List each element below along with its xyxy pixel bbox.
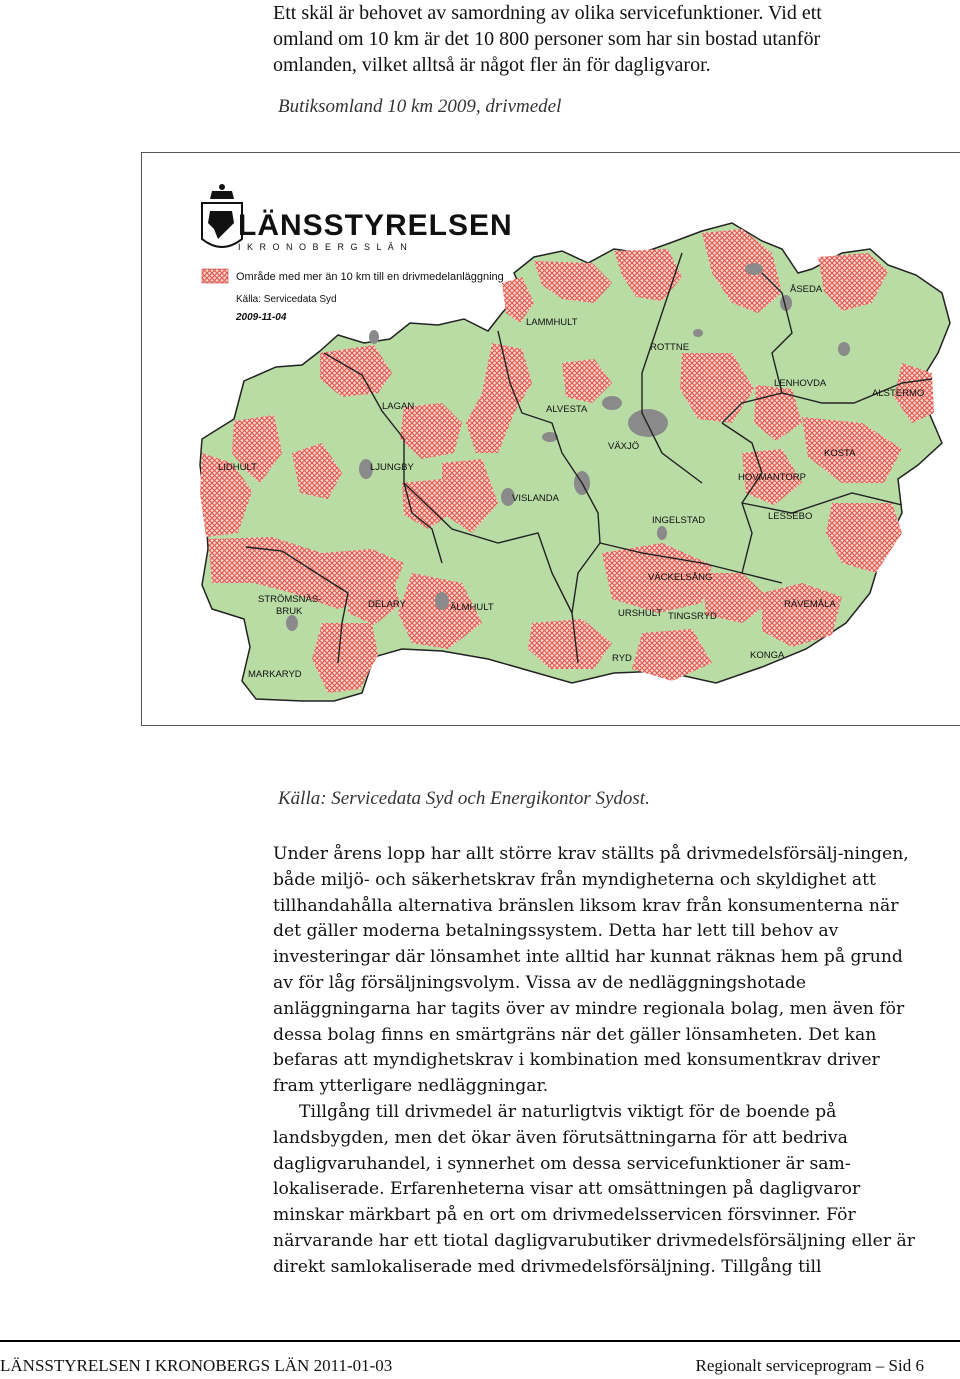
map-legend — [202, 269, 504, 323]
place-label: LIDHULT — [218, 462, 257, 473]
place-label: BRUK — [276, 606, 303, 617]
place-label: ÅSEDA — [790, 284, 823, 295]
place-label: RÄVEMÅLA — [784, 599, 836, 610]
legend-date: 2009-11-04 — [236, 312, 287, 323]
intro-paragraph — [273, 0, 923, 78]
place-label: KONGA — [750, 650, 785, 661]
place-label: LAGAN — [382, 401, 415, 412]
place-label: VISLANDA — [512, 493, 559, 504]
place-label: URSHULT — [618, 608, 663, 619]
place-label: ROTTNE — [650, 342, 690, 353]
place-label: INGELSTAD — [652, 515, 706, 526]
legend-label: Område med mer än 10 km till en drivmedelanläggning — [236, 271, 504, 283]
logo-subtitle: I K R O N O B E R G S L Ä N — [238, 242, 409, 252]
body-paragraph: Tillgång till drivmedel är naturligtvis viktigt för de boende på landsbygden, men det ökar även förutsättningarna för att bedriva dagligvaruhandel, i synnerhet om dessa servicefunktioner är sam-lokaliserade. Erfarenheterna visar att omsättningen på dagligvaror minskar märkbart på en ort om drivmedelsservicen försvinner. För närvarande har ett tiotal dagligvarubutiker drivmedelsförsäljning eller är direkt samlokaliserade med drivmedelsförsäljning. Tillgång till — [273, 1101, 915, 1277]
place-label: STRÖMSNÄS- — [258, 594, 322, 605]
coat-of-arms-icon — [202, 184, 242, 247]
place-label: RYD — [612, 653, 632, 664]
logo-title: LÄNSSTYRELSEN — [238, 209, 513, 242]
footer-page-info: Regionalt serviceprogram – Sid 6 — [695, 1356, 924, 1375]
map-caption: Butiksomland 10 km 2009, drivmedel — [278, 96, 562, 117]
place-label: LESSEBO — [768, 511, 813, 522]
place-label: HOVMANTORP — [738, 472, 806, 483]
legend-source: Källa: Servicedata Syd — [236, 294, 337, 305]
place-label: LENHOVDA — [774, 378, 827, 389]
place-label: VÄXJÖ — [608, 441, 640, 452]
place-label: ALVESTA — [546, 404, 588, 415]
place-label: DELARY — [368, 599, 406, 610]
intro-line: Ett skäl är behovet av samordning av olika servicefunktioner. Vid ett — [273, 2, 822, 24]
place-label: KOSTA — [824, 448, 856, 459]
lansstyrelsen-logo — [202, 184, 513, 252]
map-source: Källa: Servicedata Syd och Energikontor Sydost. — [278, 788, 650, 809]
place-label: ÄLMHULT — [450, 602, 494, 613]
county-map — [141, 152, 960, 726]
place-label: MARKARYD — [248, 669, 302, 680]
place-label: LAMMHULT — [526, 317, 578, 328]
place-label: ALSTERMO — [872, 388, 925, 399]
body-paragraph: Under årens lopp har allt större krav ställts på drivmedelsförsälj-ningen, både miljö- och säkerhetskrav från myndigheterna och skyldighet att tillhandahålla alternativa bränslen liksom krav från konsumenterna när det gäller moderna betalningssystem. Detta har lett till behov av investeringar där lönsamhet inte alltid har kunnat räknas hem på grund av för låg försäljningsvolym. Vissa av de nedläggningshotade anläggningarna har tagits över av mindre regionala bolag, men även för dessa bolag finns en smärtgräns när det gäller lönsamheten. Det kan befaras att myndighetskrav i kombination med konsumentkrav driver fram ytterligare nedläggningar. — [273, 844, 909, 1097]
place-label: TINGSRYD — [668, 611, 717, 622]
place-label: LJUNGBY — [370, 462, 414, 473]
intro-line: omland om 10 km är det 10 800 personer som har sin bostad utanför — [273, 28, 821, 50]
legend-swatch — [202, 269, 228, 283]
footer-organization-date: LÄNSSTYRELSEN I KRONOBERGS LÄN 2011-01-03 — [0, 1356, 393, 1375]
intro-line: omlanden, vilket alltså är något fler än för dagligvaror. — [273, 54, 711, 76]
place-label: VÄCKELSÅNG — [648, 572, 713, 583]
body-text — [273, 842, 923, 1281]
footer-divider — [0, 1340, 960, 1342]
map-svg — [142, 153, 960, 725]
